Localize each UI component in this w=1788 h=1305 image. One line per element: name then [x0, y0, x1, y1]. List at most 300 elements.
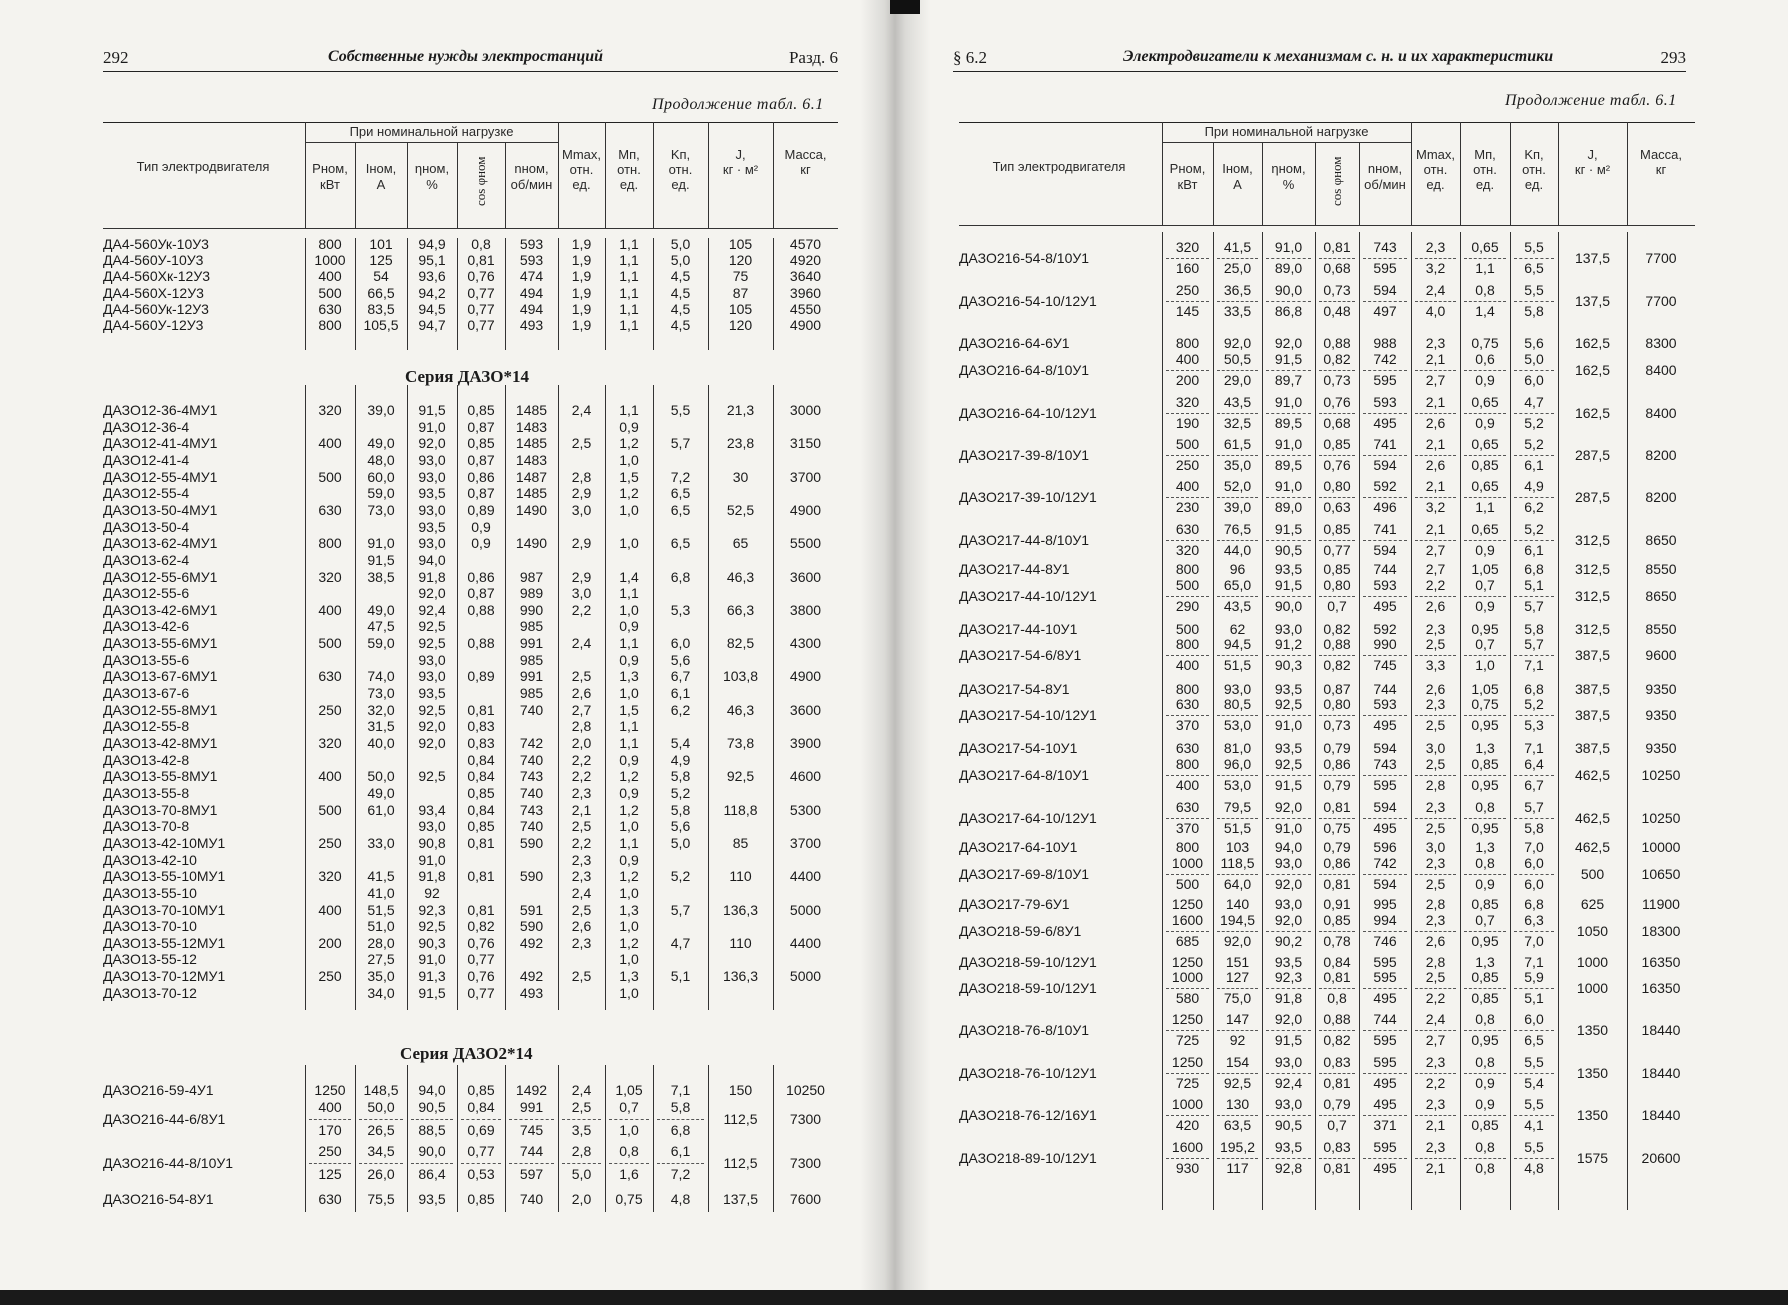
table-cell: 0,81 [1323, 969, 1351, 985]
right-header-mass_2: кг [1655, 162, 1667, 177]
table-cell: 35,0 [1223, 457, 1252, 473]
table-cell: 4300 [789, 635, 822, 652]
table-cell: 595 [1373, 954, 1397, 970]
table-cell: 2,2 [1425, 1075, 1446, 1091]
table-cell: 90,2 [1274, 933, 1303, 949]
table-cell: 90,5 [1274, 542, 1303, 558]
table-cell: 10000 [1641, 839, 1681, 855]
right-header-mp_1: Mп, [1474, 147, 1496, 162]
table-row [0, 570, 860, 585]
table-cell: 0,85 [467, 818, 495, 835]
table-row [0, 253, 860, 268]
table-cell: 1,2 [619, 934, 639, 951]
table-cell: 320 [318, 735, 342, 751]
table-cell: 0,95 [1471, 933, 1499, 949]
motor-type: ДАЗО217-44-10/12У1 [959, 588, 1097, 604]
table-cell: 2,0 [571, 1191, 592, 1207]
table-cell: 1,05 [1471, 561, 1499, 577]
motor-type: ДА4-560У-12У3 [103, 317, 204, 333]
left-group-rule [305, 142, 558, 143]
table-cell: 74,0 [367, 668, 395, 685]
table-cell: 1485 [515, 402, 548, 418]
table-cell: 2,6 [1425, 415, 1446, 431]
table-cell: 230 [1175, 499, 1200, 515]
table-cell: 0,82 [1323, 351, 1351, 367]
table-cell: 5,2 [670, 784, 691, 801]
table-cell: 93,0 [1274, 855, 1303, 871]
table-cell: 9600 [1645, 647, 1677, 663]
table-cell: 1,0 [619, 451, 639, 468]
table-cell: 594 [1373, 542, 1397, 558]
table-cell: 4570 [789, 236, 822, 252]
table-cell: 400 [318, 1099, 342, 1115]
table-cell: 6,8 [1524, 681, 1544, 697]
table-cell: 387,5 [1574, 707, 1611, 723]
table-cell: 991 [519, 635, 544, 652]
table-cell: 1,1 [619, 268, 639, 285]
table-cell: 91,0 [367, 535, 395, 552]
table-cell: 90,5 [418, 1099, 446, 1115]
table-cell: 500 [1175, 577, 1200, 593]
table-cell: 0,81 [1323, 239, 1351, 255]
table-cell: 92,0 [1274, 1011, 1303, 1027]
table-row-shared [925, 1066, 1788, 1081]
table-row [0, 436, 860, 451]
table-cell: 76,5 [1223, 521, 1252, 537]
table-cell: 6,8 [670, 1122, 691, 1138]
table-cell: 595 [1373, 1139, 1397, 1155]
table-cell: 0,68 [1323, 260, 1351, 276]
table-cell: 1483 [515, 451, 548, 468]
table-cell: 495 [1373, 415, 1397, 431]
table-cell: 1000 [1576, 980, 1609, 996]
right-header-top-rule [959, 122, 1695, 123]
table-cell: 7,1 [1524, 740, 1544, 756]
table-cell: 93,0 [418, 501, 446, 518]
motor-type: ДАЗО217-54-8У1 [959, 681, 1070, 697]
left-header-mp_1: Mп, [618, 147, 640, 162]
table-cell: 1250 [1171, 1054, 1204, 1070]
table-cell: 0,77 [467, 317, 495, 333]
table-cell: 590 [519, 868, 544, 885]
table-cell: 162,5 [1574, 335, 1611, 351]
table-cell: 190 [1175, 415, 1200, 431]
table-cell: 92,0 [418, 435, 446, 452]
left-header-p_bot: кВт [320, 177, 340, 192]
table-cell: 93,0 [418, 651, 446, 668]
table-cell: 47,5 [367, 618, 395, 635]
table-row [0, 318, 860, 333]
motor-type: ДАЗО217-69-8/10У1 [959, 866, 1090, 882]
table-cell: 2,1 [1425, 351, 1446, 367]
table-cell: 194,5 [1219, 912, 1256, 928]
left-page-number: 292 [103, 48, 129, 67]
table-row-shared [925, 406, 1788, 421]
table-cell: 0,86 [1323, 756, 1351, 772]
table-cell: 4,1 [1524, 1117, 1544, 1133]
table-cell: 2,6 [1425, 933, 1446, 949]
table-cell: 5,5 [1524, 282, 1544, 298]
table-cell: 0,65 [1471, 394, 1499, 410]
table-cell: 6,0 [1524, 855, 1544, 871]
table-cell: 5,9 [1524, 969, 1544, 985]
table-row [0, 986, 860, 1001]
motor-type: ДАЗО216-64-6У1 [959, 335, 1070, 351]
table-cell: 2,3 [571, 868, 592, 885]
table-cell: 1485 [515, 435, 548, 452]
table-row-shared [925, 741, 1788, 756]
table-cell: 1,0 [619, 884, 639, 901]
right-header-mp_2: отн. [1473, 162, 1497, 177]
table-cell: 41,5 [367, 868, 395, 885]
motor-type: ДАЗО13-55-10 [103, 884, 197, 901]
table-cell: 2,5 [571, 668, 592, 685]
right-header-j_1: J, [1587, 147, 1598, 162]
table-row [0, 586, 860, 601]
table-cell: 6,4 [1524, 756, 1544, 772]
table-cell: 500 [318, 801, 342, 818]
table-cell: 92,0 [1274, 876, 1303, 892]
table-cell: 493 [519, 317, 544, 333]
table-cell: 0,95 [1471, 777, 1499, 793]
table-cell: 92,5 [1274, 696, 1303, 712]
table-cell: 1,2 [619, 485, 639, 502]
table-cell: 500 [318, 284, 342, 301]
table-cell: 500 [318, 468, 342, 485]
table-cell: 90,0 [418, 1143, 446, 1159]
table-cell: 5,7 [1524, 799, 1544, 815]
table-cell: 39,0 [367, 402, 395, 418]
table-row-shared [925, 682, 1788, 697]
table-cell: 0,83 [467, 735, 495, 751]
table-cell: 597 [519, 1166, 544, 1182]
table-cell: 6,8 [1524, 561, 1544, 577]
table-cell: 995 [1373, 896, 1397, 912]
table-cell: 743 [1373, 239, 1397, 255]
table-cell: 112,5 [723, 1111, 758, 1127]
table-cell: 2,8 [571, 718, 592, 735]
table-cell: 0,81 [467, 834, 495, 851]
table-cell: 595 [1373, 372, 1397, 388]
table-cell: 1,9 [571, 317, 592, 333]
table-cell: 1050 [1576, 923, 1609, 939]
table-cell: 2,7 [571, 701, 592, 718]
table-cell: 3150 [789, 435, 822, 452]
table-cell: 1350 [1576, 1107, 1609, 1123]
table-cell: 4,7 [1524, 394, 1544, 410]
motor-type: ДАЗО12-55-8 [103, 718, 190, 735]
table-cell: 93,5 [1274, 954, 1303, 970]
left-header-kp_3: ед. [671, 177, 690, 192]
left-header-n_bot: об/мин [510, 177, 553, 192]
table-cell: 2,3 [1425, 239, 1446, 255]
motor-type: ДАЗО13-42-10 [103, 851, 197, 868]
table-cell: 740 [519, 818, 544, 835]
table-cell: 92,5 [418, 918, 446, 935]
table-cell: 40,0 [367, 735, 395, 751]
table-cell: 9350 [1645, 707, 1677, 723]
table-cell: 630 [318, 1191, 342, 1207]
table-cell: 594 [1373, 457, 1397, 473]
left-header-mmax_3: ед. [572, 177, 591, 192]
left-header-j_2: кг · м² [722, 162, 759, 177]
table-cell: 92,5 [418, 768, 446, 785]
table-cell: 595 [1373, 1054, 1397, 1070]
motor-type: ДАЗО13-55-8МУ1 [103, 768, 218, 785]
table-cell: 91,0 [1274, 239, 1303, 255]
table-cell: 1,1 [619, 300, 639, 317]
table-cell: 94,5 [1223, 636, 1252, 652]
table-cell: 594 [1373, 282, 1397, 298]
table-cell: 6,7 [670, 668, 691, 685]
table-cell: 0,82 [467, 918, 495, 935]
table-cell: 96 [1229, 561, 1246, 577]
table-cell: 0,7 [619, 1099, 639, 1115]
table-cell: 92,3 [418, 901, 446, 918]
table-cell: 2,1 [1425, 1117, 1446, 1133]
table-cell: 5300 [789, 801, 822, 818]
table-cell: 92,5 [1223, 1075, 1252, 1091]
table-cell: 94,0 [1274, 839, 1303, 855]
table-cell: 592 [1373, 621, 1397, 637]
table-cell: 0,9 [619, 618, 639, 635]
motor-type: ДАЗО216-54-10/12У1 [959, 293, 1097, 309]
table-cell: 725 [1175, 1075, 1200, 1091]
table-cell: 400 [1175, 657, 1200, 673]
table-cell: 0,87 [1323, 681, 1351, 697]
table-cell: 6,1 [1524, 542, 1544, 558]
table-cell: 51,5 [1223, 657, 1252, 673]
table-cell: 5,0 [670, 252, 691, 269]
table-cell: 3,5 [571, 1122, 592, 1138]
table-cell: 740 [519, 701, 544, 718]
table-cell: 0,76 [1323, 394, 1351, 410]
left-header-n_top: nном, [514, 161, 549, 176]
table-cell: 94,0 [418, 551, 446, 568]
table-cell: 0,7 [1475, 636, 1495, 652]
table-cell: 7,1 [670, 1082, 691, 1098]
table-cell: 290 [1175, 598, 1200, 614]
table-cell: 91,2 [1274, 636, 1303, 652]
table-cell: 8400 [1645, 362, 1677, 378]
table-cell: 494 [519, 284, 544, 301]
table-cell: 0,65 [1471, 521, 1499, 537]
table-cell: 0,77 [467, 984, 495, 1001]
table-cell: 91,0 [1274, 820, 1303, 836]
motor-type: ДАЗО13-70-12 [103, 984, 197, 1001]
table-cell: 990 [1373, 636, 1397, 652]
table-cell: 0,9 [1475, 876, 1495, 892]
table-cell: 66,5 [367, 284, 395, 301]
table-cell: 2,3 [1425, 1139, 1446, 1155]
table-cell: 320 [1175, 394, 1200, 410]
table-cell: 594 [1373, 799, 1397, 815]
right-group-label: При номинальной нагрузке [1204, 124, 1369, 139]
table-cell: 5,5 [670, 402, 691, 418]
table-cell: 0,73 [1323, 717, 1351, 733]
left-col-divider [457, 142, 458, 228]
table-cell: 0,9 [1475, 1096, 1495, 1112]
table-cell: 79,5 [1223, 799, 1252, 815]
table-cell: 930 [1175, 1160, 1200, 1176]
motor-type: ДАЗО13-62-4 [103, 551, 190, 568]
table-cell: 991 [519, 1099, 544, 1115]
table-cell: 0,77 [1323, 542, 1351, 558]
table-cell: 590 [519, 834, 544, 851]
table-cell: 2,5 [571, 435, 592, 452]
table-cell: 1490 [515, 535, 548, 552]
table-cell: 742 [1373, 855, 1397, 871]
left-header-eta_bot: % [426, 177, 438, 192]
table-cell: 0,9 [619, 418, 639, 435]
table-cell: 8550 [1645, 621, 1677, 637]
table-cell: 744 [1373, 681, 1397, 697]
table-row-shared [925, 897, 1788, 912]
table-cell: 0,88 [1323, 636, 1351, 652]
table-cell: 151 [1225, 954, 1250, 970]
table-cell: 92,8 [1274, 1160, 1303, 1176]
table-cell: 91,0 [1274, 436, 1303, 452]
table-cell: 1,1 [619, 236, 639, 252]
table-cell: 0,9 [1475, 415, 1495, 431]
right-header-kp_2: отн. [1522, 162, 1546, 177]
table-cell: 1000 [314, 252, 346, 269]
table-cell: 500 [1580, 866, 1605, 882]
table-cell: 595 [1373, 260, 1397, 276]
table-cell: 0,85 [1323, 521, 1351, 537]
motor-type: ДАЗО13-67-6МУ1 [103, 668, 218, 685]
table-cell: 3600 [789, 568, 822, 585]
table-cell: 91,5 [1274, 521, 1303, 537]
table-cell: 5,8 [670, 1099, 691, 1115]
left-header-mass_1: Масса, [784, 147, 827, 162]
table-cell: 18300 [1641, 923, 1681, 939]
table-cell: 93,5 [418, 1191, 446, 1207]
table-cell: 0,9 [619, 751, 639, 768]
table-cell: 105 [728, 300, 753, 317]
table-cell: 2,3 [1425, 1054, 1446, 1070]
table-cell: 5,5 [1524, 1096, 1544, 1112]
table-cell: 120 [728, 317, 753, 333]
table-cell: 6,5 [670, 501, 691, 518]
motor-type: ДАЗО13-42-6 [103, 618, 190, 635]
table-cell: 8200 [1645, 489, 1677, 505]
left-running-head [103, 48, 838, 72]
table-cell: 580 [1175, 990, 1200, 1006]
table-row-shared [925, 336, 1788, 351]
table-cell: 630 [318, 668, 342, 685]
table-cell: 26,5 [367, 1122, 395, 1138]
table-cell: 10250 [1641, 767, 1681, 783]
table-cell: 492 [519, 934, 544, 951]
table-cell: 118,8 [723, 801, 758, 818]
motor-type: ДАЗО217-39-10/12У1 [959, 489, 1097, 505]
table-row [0, 969, 860, 984]
table-cell: 2,2 [571, 834, 592, 851]
table-cell: 110 [729, 934, 752, 951]
table-cell: 34,5 [367, 1143, 395, 1159]
table-cell: 1,0 [619, 685, 639, 702]
table-cell: 1,0 [619, 918, 639, 935]
table-cell: 10250 [1641, 810, 1681, 826]
table-cell: 1,9 [571, 284, 592, 301]
table-cell: 2,6 [571, 918, 592, 935]
table-cell: 2,1 [1425, 478, 1446, 494]
motor-type: ДАЗО218-59-6/8У1 [959, 923, 1082, 939]
table-cell: 0,85 [467, 435, 495, 452]
table-cell: 2,3 [1425, 855, 1446, 871]
table-cell: 2,3 [1425, 335, 1446, 351]
table-cell: 92,0 [1223, 933, 1252, 949]
table-cell: 118,5 [1220, 855, 1255, 871]
table-cell: 93,5 [1274, 681, 1303, 697]
table-cell: 0,84 [1323, 954, 1351, 970]
table-cell: 4400 [789, 868, 822, 885]
table-cell: 320 [318, 868, 342, 885]
table-cell: 593 [519, 236, 544, 252]
table-cell: 137,5 [1574, 293, 1611, 309]
table-cell: 0,88 [467, 601, 495, 618]
table-cell: 320 [1175, 542, 1200, 558]
table-cell: 2,4 [571, 402, 592, 418]
right-header-mass_1: Масса, [1639, 147, 1683, 162]
table-cell: 162,5 [1574, 405, 1611, 421]
left-header-i_top: Iном, [365, 161, 397, 176]
table-cell: 0,85 [1471, 756, 1499, 772]
left-header-p_top: Pном, [312, 161, 348, 176]
table-cell: 387,5 [1574, 647, 1611, 663]
table-row [0, 719, 860, 734]
table-cell: 6,5 [670, 535, 691, 552]
table-cell: 496 [1373, 499, 1397, 515]
table-cell: 5,1 [1524, 990, 1544, 1006]
table-cell: 2,7 [1425, 542, 1446, 558]
table-cell: 0,77 [467, 1143, 495, 1159]
table-cell: 41,0 [367, 884, 395, 901]
table-cell: 93,5 [1274, 740, 1303, 756]
table-cell: 596 [1373, 839, 1397, 855]
table-cell: 0,81 [1323, 1160, 1351, 1176]
right-header-bottom-rule [959, 225, 1695, 226]
table-cell: 18440 [1641, 1065, 1681, 1081]
table-cell: 1485 [515, 485, 548, 502]
table-cell: 0,91 [1323, 896, 1351, 912]
left-header-mmax_2: отн. [569, 162, 594, 177]
table-cell: 1,9 [571, 268, 592, 285]
table-cell: 3800 [789, 601, 822, 618]
table-cell: 4,8 [1524, 1160, 1544, 1176]
table-cell: 0,8 [1475, 282, 1495, 298]
table-cell: 0,68 [1323, 415, 1351, 431]
table-cell: 87 [732, 284, 749, 301]
table-cell: 1,3 [619, 968, 639, 985]
running-rule [103, 71, 838, 72]
table-cell: 110 [729, 868, 752, 885]
table-cell: 800 [318, 236, 342, 252]
table-row-shared [925, 648, 1788, 663]
table-cell: 3640 [789, 268, 822, 285]
table-cell: 59,0 [367, 635, 395, 652]
table-cell: 92,5 [1274, 756, 1303, 772]
table-cell: 500 [1175, 621, 1200, 637]
table-cell: 420 [1175, 1117, 1200, 1133]
table-row [0, 520, 860, 535]
table-row [0, 753, 860, 768]
table-cell: 154 [1225, 1054, 1250, 1070]
table-cell: 0,88 [467, 635, 495, 652]
table-cell: 2,3 [571, 851, 592, 868]
right-header-mmax_2: отн. [1423, 162, 1448, 177]
